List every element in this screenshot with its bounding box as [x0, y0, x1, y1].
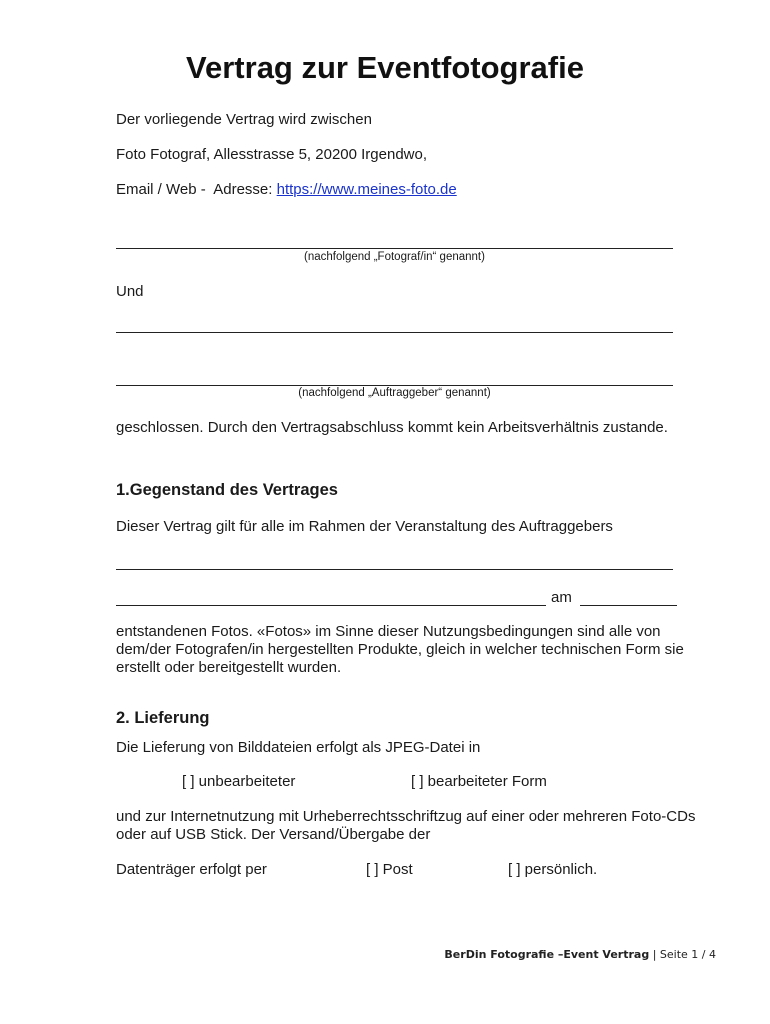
- event-detail-line: [116, 605, 546, 606]
- footer-page-number: Seite 1 / 4: [659, 948, 716, 961]
- section-1-line-1: Dieser Vertrag gilt für alle im Rahmen der Veranstaltung des Auftraggebers: [116, 518, 613, 535]
- website-link[interactable]: https://www.meines-foto.de: [276, 181, 457, 198]
- und-label: Und: [116, 283, 144, 300]
- fotograf-signature-line: [116, 248, 673, 249]
- event-name-line: [116, 569, 673, 570]
- section-1-paragraph: entstandenen Fotos. «Fotos» im Sinne dieser Nutzungsbedingungen sind alle von dem/der Fotografen/in hergestellten Produkte, gleich in welcher technischen Form sie erstellt oder bereitgestellt wurden.: [116, 623, 684, 676]
- am-label: am: [551, 589, 572, 606]
- page-footer: [444, 948, 716, 961]
- option-unbearbeitet[interactable]: [ ] unbearbeiteter: [182, 773, 296, 790]
- section-2-line-1: Die Lieferung von Bilddateien erfolgt als JPEG-Datei in: [116, 739, 481, 756]
- section-1-heading: 1.Gegenstand des Vertrages: [116, 481, 338, 499]
- option-bearbeitet[interactable]: [ ] bearbeiteter Form: [411, 773, 547, 790]
- fotograf-caption: (nachfolgend „Fotograf/in“ genannt): [304, 251, 485, 263]
- intro-line-3: [116, 181, 457, 198]
- footer-separator: |: [649, 948, 660, 961]
- email-web-label: Email / Web - Adresse:: [116, 181, 277, 198]
- auftraggeber-line-1: [116, 332, 673, 333]
- auftraggeber-caption: (nachfolgend „Auftraggeber“ genannt): [298, 387, 491, 399]
- auftraggeber-line-2: [116, 385, 673, 386]
- intro-line-2: Foto Fotograf, Allesstrasse 5, 20200 Irgendwo,: [116, 146, 428, 163]
- document-title: Vertrag zur Eventfotografie: [186, 50, 584, 85]
- event-date-line: [580, 605, 677, 606]
- option-persoenlich[interactable]: [ ] persönlich.: [508, 861, 598, 878]
- section-2-heading: 2. Lieferung: [116, 709, 210, 727]
- section-2-paragraph: und zur Internetnutzung mit Urheberrechtsschriftzug auf einer oder mehreren Foto-CDs oder auf USB Stick. Der Versand/Übergabe der: [116, 808, 696, 843]
- option-post[interactable]: [ ] Post: [366, 861, 413, 878]
- footer-title: BerDin Fotografie –Event Vertrag: [444, 948, 650, 961]
- intro-line-1: Der vorliegende Vertrag wird zwischen: [116, 111, 372, 128]
- closing-text: geschlossen. Durch den Vertragsabschluss kommt kein Arbeitsverhältnis zustande.: [116, 419, 668, 436]
- datentraeger-label: Datenträger erfolgt per: [116, 861, 267, 878]
